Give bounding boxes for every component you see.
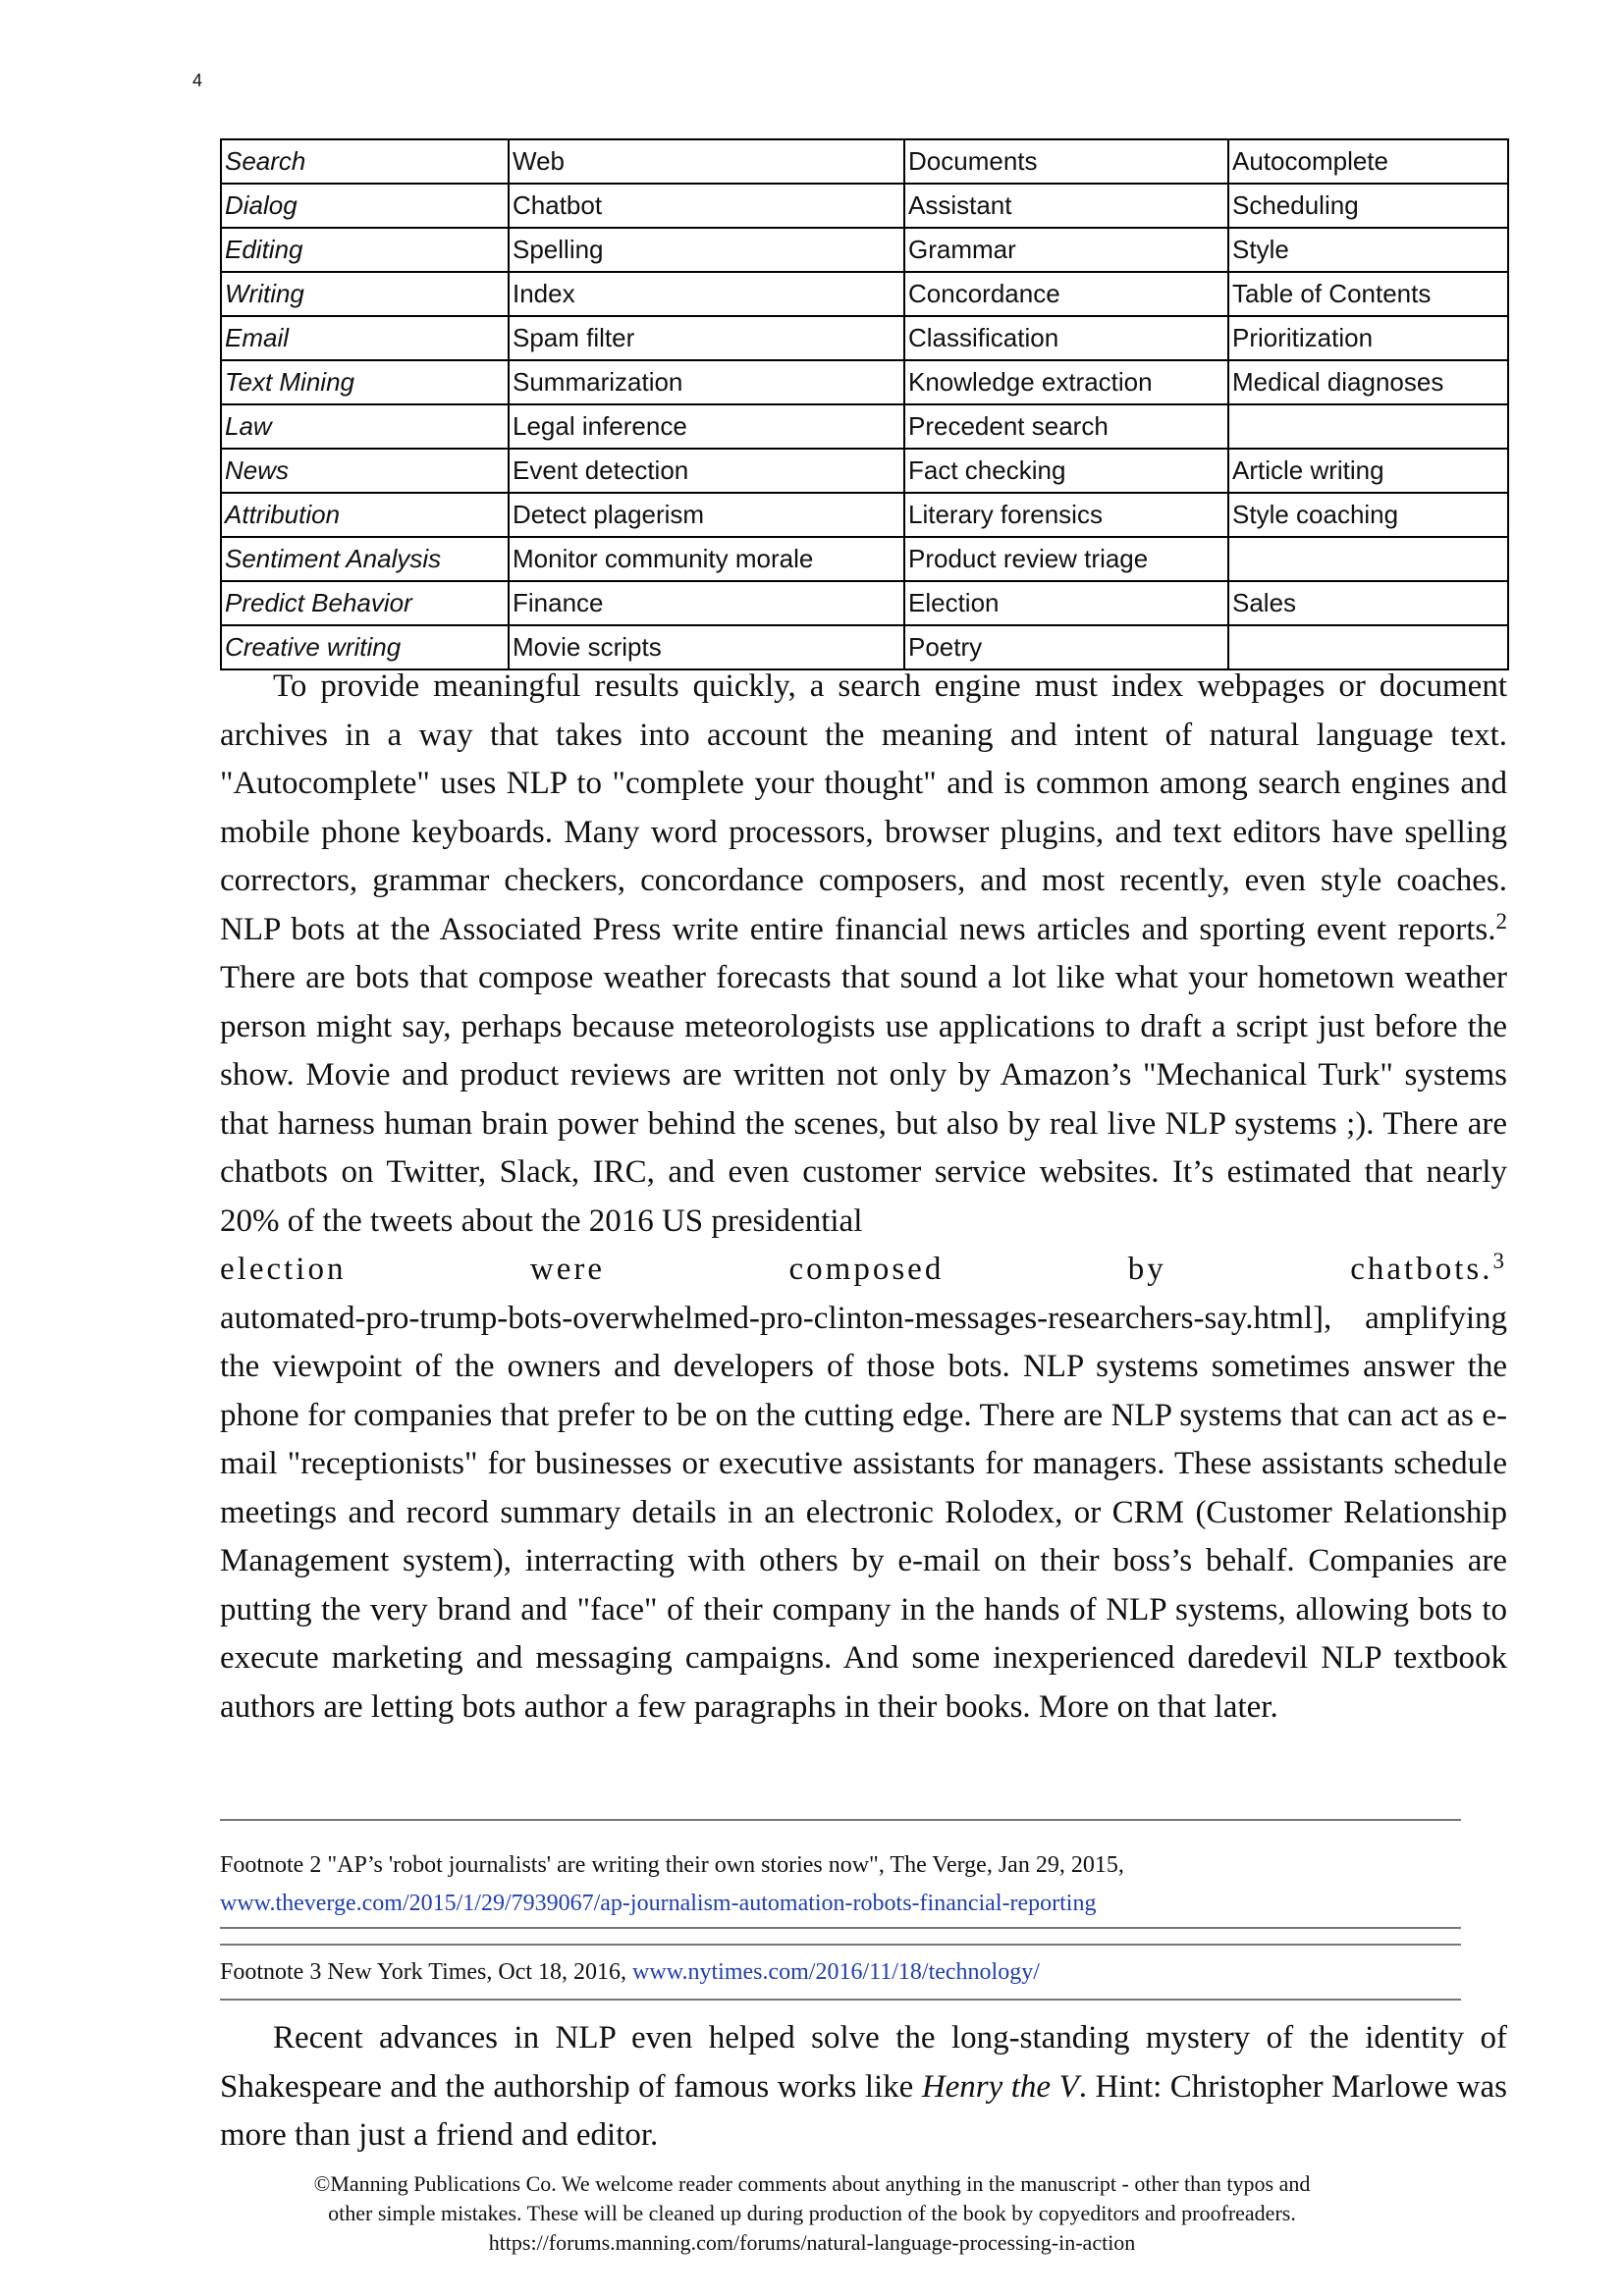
table-row	[221, 537, 1508, 581]
nlp-applications-table	[220, 138, 1509, 670]
body-paragraph-1	[220, 663, 1507, 1732]
table-cell: Chatbot	[509, 184, 904, 228]
table-category-cell: Writing	[221, 272, 509, 316]
table-row	[221, 184, 1508, 228]
footnote-2	[220, 1846, 1467, 1923]
table-cell: Medical diagnoses	[1228, 360, 1508, 404]
table-category-cell: News	[221, 449, 509, 493]
table-cell: Spam filter	[509, 316, 904, 360]
table-cell: Movie scripts	[509, 625, 904, 669]
footnote-ref-3[interactable]: 3	[1492, 1249, 1507, 1273]
forum-url[interactable]: https://forums.manning.com/forums/natural-language-processing-in-action	[488, 2230, 1136, 2255]
table-cell: Article writing	[1228, 449, 1508, 493]
table-cell: Scheduling	[1228, 184, 1508, 228]
para2-before: Recent advances in NLP even helped solve the long-standing mystery of the identity of Shakespeare and the authorship of famous works like	[220, 2020, 1507, 2105]
copyright-notice	[196, 2169, 1428, 2258]
footnote-rule	[220, 1927, 1461, 1929]
footnote-3	[220, 1953, 1467, 1992]
table-category-cell: Law	[221, 404, 509, 449]
table-category-cell: Dialog	[221, 184, 509, 228]
table-cell: Documents	[904, 139, 1228, 184]
spread-word-3: composed	[788, 1252, 945, 1287]
table-row	[221, 360, 1508, 404]
para1-part1: To provide meaningful results quickly, a search engine must index webpages or document archives in a way that takes into account the meaning and intent of natural language text. "Autocomplete" uses NLP to "complete your thought" and is common among search engines and mobile phone keyboards. Many word processors, browser plugins, and text editors have spelling correctors, grammar checkers, concordance composers, and most recently, even style coaches. NLP bots at the Associated Press write entire financial news articles and sporting event reports.	[220, 668, 1507, 947]
body-paragraph-2	[220, 2014, 1507, 2161]
table-category-cell: Attribution	[221, 493, 509, 537]
table-category-cell: Creative writing	[221, 625, 509, 669]
table-cell: Literary forensics	[904, 493, 1228, 537]
table-cell: Finance	[509, 581, 904, 625]
table-category-cell: Email	[221, 316, 509, 360]
table-category-cell: Predict Behavior	[221, 581, 509, 625]
table-cell: Fact checking	[904, 449, 1228, 493]
spread-word-4: by	[1127, 1252, 1166, 1287]
footnote-2-link[interactable]: www.theverge.com/2015/1/29/7939067/ap-journalism-automation-robots-financial-reporting	[220, 1891, 1097, 1916]
table-cell: Classification	[904, 316, 1228, 360]
table-cell: Concordance	[904, 272, 1228, 316]
table-cell: Detect plagerism	[509, 493, 904, 537]
table-cell: Spelling	[509, 228, 904, 272]
table-cell: Prioritization	[1228, 316, 1508, 360]
table-cell: Assistant	[904, 184, 1228, 228]
table-cell: Index	[509, 272, 904, 316]
copyright-line-2: other simple mistakes. These will be cleaned up during production of the book by copyeditors and proofreaders.	[328, 2201, 1296, 2225]
spread-line	[220, 1246, 1507, 1295]
table-category-cell: Search	[221, 139, 509, 184]
table-row	[221, 449, 1508, 493]
page-number: 4	[192, 71, 203, 90]
table-cell	[1228, 404, 1508, 449]
table-row	[221, 581, 1508, 625]
table-category-cell: Editing	[221, 228, 509, 272]
table-cell	[1228, 537, 1508, 581]
footnote-rule	[220, 1999, 1461, 2001]
table-cell: Knowledge extraction	[904, 360, 1228, 404]
spread-word-5: chatbots.$^3$	[1350, 1249, 1507, 1287]
table-cell: Style	[1228, 228, 1508, 272]
table-cell: Precedent search	[904, 404, 1228, 449]
table-cell: Election	[904, 581, 1228, 625]
table-cell: Poetry	[904, 625, 1228, 669]
table-cell: Monitor community morale	[509, 537, 904, 581]
para2-after: . Hint: Christopher Marlowe was more than just a friend and editor.	[220, 2068, 1507, 2153]
table-cell: Summarization	[509, 360, 904, 404]
para1-part2: There are bots that compose weather forecasts that sound a lot like what your hometown weather person might say, perhaps because meteorologists use applications to draft a script just before the show. Movie and product reviews are written not only by Amazon’s "Mechanical Turk" systems that harness human brain power behind the scenes, but also by real live NLP systems ;). There are chatbots on Twitter, Slack, IRC, and even customer service websites. It’s estimated that nearly 20% of the tweets about the 2016 US presidential	[220, 960, 1507, 1239]
table-row	[221, 316, 1508, 360]
footnote-rule	[220, 1819, 1461, 1821]
footnote-3-link[interactable]: www.nytimes.com/2016/11/18/technology/	[632, 1959, 1040, 1985]
para1-part3: automated-pro-trump-bots-overwhelmed-pro-clinton-messages-researchers-say.html], amplifying the viewpoint of the owners and developers of those bots. NLP systems sometimes answer the phone for companies that prefer to be on the cutting edge. There are NLP systems that can act as e-mail "receptionists" for businesses or executive assistants for managers. These assistants schedule meetings and record summary details in an electronic Rolodex, or CRM (Customer Relationship Management system), interracting with others by e-mail on their boss’s behalf. Companies are putting the very brand and "face" of their company in the hands of NLP systems, allowing bots to execute marketing and messaging campaigns. And some inexperienced daredevil NLP textbook authors are letting bots author a few paragraphs in their books. More on that later.	[220, 1300, 1507, 1725]
spread-word-1: election	[220, 1252, 347, 1287]
table-row	[221, 404, 1508, 449]
table-row	[221, 493, 1508, 537]
spread-word-2: were	[529, 1252, 606, 1287]
table-cell: Autocomplete	[1228, 139, 1508, 184]
table-cell: Style coaching	[1228, 493, 1508, 537]
table-category-cell: Text Mining	[221, 360, 509, 404]
table-cell: Grammar	[904, 228, 1228, 272]
table-cell: Sales	[1228, 581, 1508, 625]
table-cell: Web	[509, 139, 904, 184]
table-row	[221, 272, 1508, 316]
footnote-rule	[220, 1944, 1461, 1946]
table-category-cell: Sentiment Analysis	[221, 537, 509, 581]
para2-italic: Henry the V	[921, 2068, 1079, 2105]
table-cell: Legal inference	[509, 404, 904, 449]
footnote-3-text: Footnote 3 New York Times, Oct 18, 2016,	[220, 1959, 633, 1985]
table-cell: Table of Contents	[1228, 272, 1508, 316]
footnote-2-text: Footnote 2 "AP’s 'robot journalists' are writing their own stories now", The Verge, Jan 29, 2015,	[220, 1852, 1124, 1878]
copyright-line-1: ©Manning Publications Co. We welcome reader comments about anything in the manuscript - other than typos and	[313, 2171, 1311, 2196]
footnote-ref-2[interactable]: 2	[1495, 908, 1507, 934]
table-cell: Event detection	[509, 449, 904, 493]
table-cell: Product review triage	[904, 537, 1228, 581]
table-row	[221, 139, 1508, 184]
table-row	[221, 228, 1508, 272]
